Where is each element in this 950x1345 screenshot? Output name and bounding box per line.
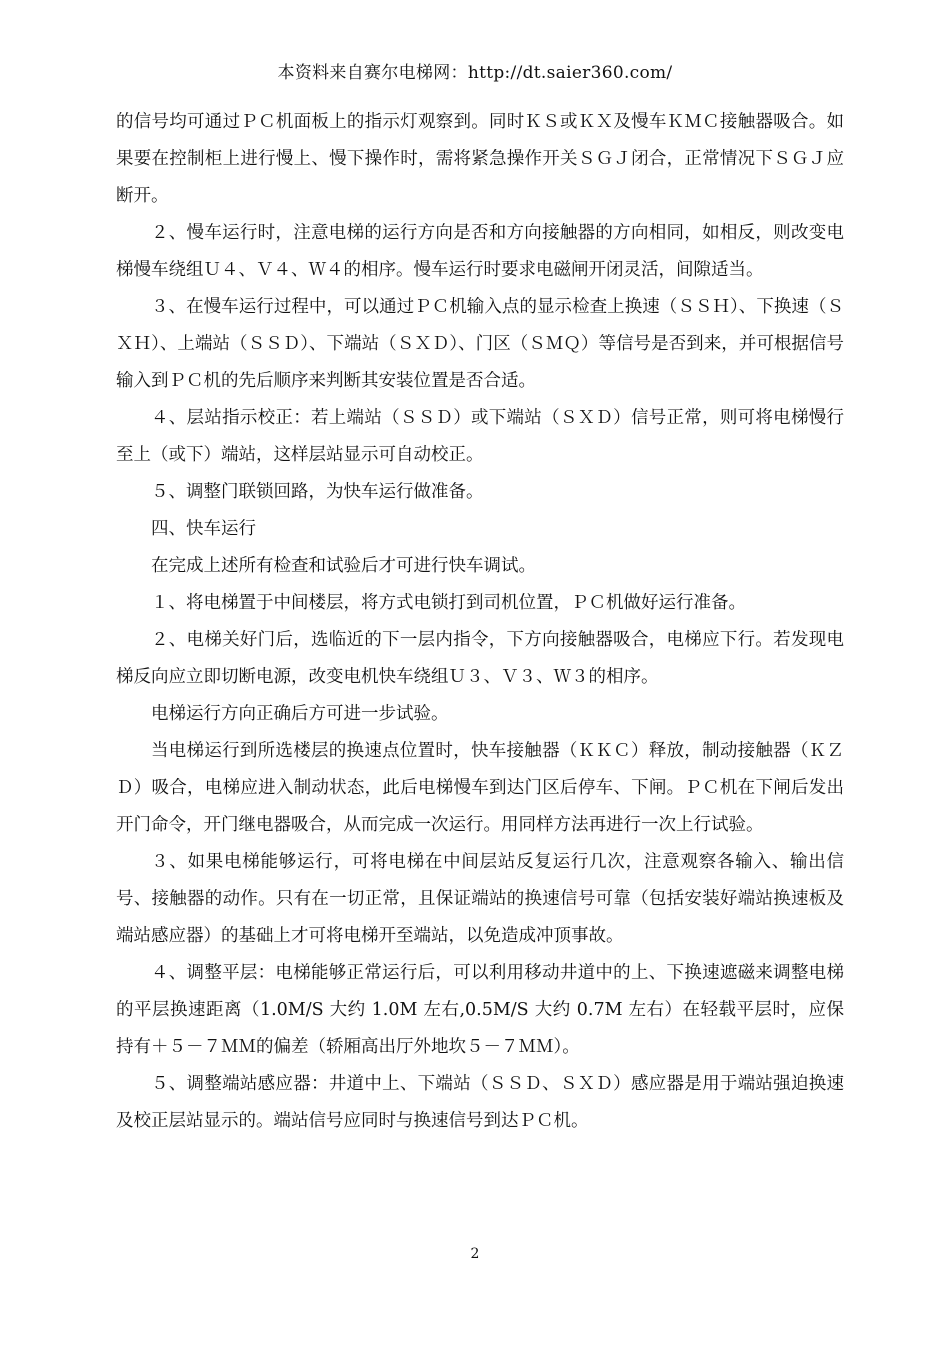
paragraph-fast-item-5-terminal-sensor: ５、调整端站感应器：井道中上、下端站（ＳＳＤ、ＳＸＤ）感应器是用于端站强迫换速及校正层站显示的。端站信号应同时与换速信号到达ＰＣ机。	[116, 1074, 844, 1131]
page-number: 2	[470, 1246, 480, 1262]
paragraph-fast-item-2: ２、电梯关好门后，选临近的下一层内指令，下方向接触器吸合，电梯应下行。若发现电梯反向应立即切断电源，改变电机快车绕组Ｕ３、Ｖ３、Ｗ３的相序。	[116, 630, 844, 687]
paragraph-direction-correct: 电梯运行方向正确后方可进一步试验。	[151, 704, 449, 724]
paragraph-fast-item-4-leveling: ４、调整平层：电梯能够正常运行后，可以利用移动井道中的上、下换速遮磁来调整电梯的平层换速距离（1.0M/S 大约 1.0M 左右,0.5M/S 大约 0.7M 左右）在轻载平层时，应保持有＋５－７ＭＭ的偏差（轿厢高出厅外地坎５－７ＭＭ）。	[116, 963, 844, 1057]
paragraph-fast-item-1: １、将电梯置于中间楼层，将方式电锁打到司机位置，ＰＣ机做好运行准备。	[151, 593, 746, 613]
document-body	[116, 104, 844, 1140]
paragraph-braking-sequence: 当电梯运行到所选楼层的换速点位置时，快车接触器（ＫＫＣ）释放，制动接触器（ＫＺＤ）吸合，电梯应进入制动状态，此后电梯慢车到达门区后停车、下闸。ＰＣ机在下闸后发出开门命令，开门继电器吸合，从而完成一次运行。用同样方法再进行一次上行试验。	[116, 741, 844, 835]
paragraph-item-5-door-interlock: ５、调整门联锁回路，为快车运行做准备。	[151, 482, 484, 502]
paragraph-item-4-floor-indicator: ４、层站指示校正：若上端站（ＳＳＤ）或下端站（ＳＸＤ）信号正常，则可将电梯慢行至上（或下）端站，这样层站显示可自动校正。	[116, 408, 844, 465]
paragraph-fast-item-3: ３、如果电梯能够运行，可将电梯在中间层站反复运行几次，注意观察各输入、输出信号、接触器的动作。只有在一切正常，且保证端站的换速信号可靠（包括安装好端站换速板及端站感应器）的基础上才可将电梯开至端站，以免造成冲顶事故。	[116, 852, 844, 946]
section-heading-fast-run: 四、快车运行	[151, 519, 256, 539]
paragraph-continuation: 的信号均可通过ＰＣ机面板上的指示灯观察到。同时ＫＳ或ＫＸ及慢车ＫＭＣ接触器吸合。如果要在控制柜上进行慢上、慢下操作时，需将紧急操作开关ＳＧＪ闭合，正常情况下ＳＧＪ应断开。	[116, 112, 844, 206]
paragraph-fast-run-intro: 在完成上述所有检查和试验后才可进行快车调试。	[151, 556, 536, 576]
paragraph-item-2-slow-run-direction: ２、慢车运行时，注意电梯的运行方向是否和方向接触器的方向相同，如相反，则改变电梯慢车绕组Ｕ４、Ｖ４、Ｗ４的相序。慢车运行时要求电磁闸开闭灵活，间隙适当。	[116, 223, 844, 280]
page-header: 本资料来自赛尔电梯网：http://dt.saier360.com/	[277, 63, 673, 83]
paragraph-item-3-signal-check: ３、在慢车运行过程中，可以通过ＰＣ机输入点的显示检查上换速（ＳＳＨ）、下换速（ＳＸＨ）、上端站（ＳＳＤ）、下端站（ＳＸＤ）、门区（ＳＭＱ）等信号是否到来，并可根据信号输入到ＰＣ机的先后顺序来判断其安装位置是否合适。	[116, 297, 844, 391]
